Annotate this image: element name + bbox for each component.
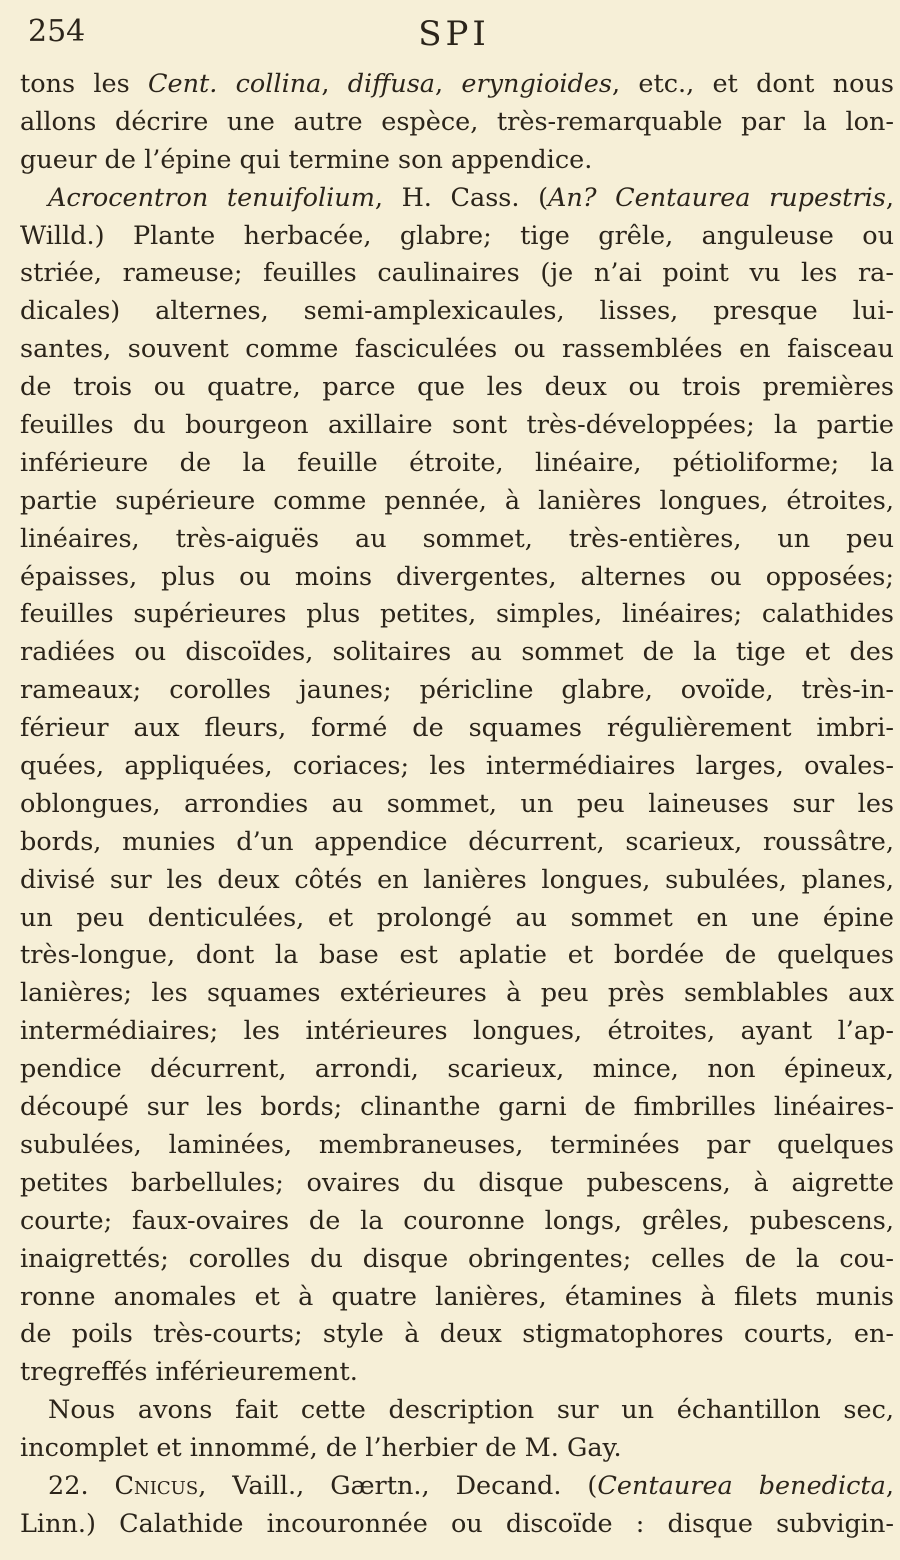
text-line: très-longue, dont la base est aplatie et bordée de quelques — [20, 940, 894, 971]
running-head: SPI — [418, 14, 490, 54]
text-line: Willd.) Plante herbacée, glabre; tige grêle, anguleuse ou — [20, 220, 894, 251]
text-line: incomplet et innommé, de l’herbier de M. Gay. — [20, 1433, 622, 1464]
text-line: lanières; les squames extérieures à peu près semblables aux — [20, 978, 894, 1009]
text-line: Nous avons fait cette description sur un échantillon sec, — [48, 1395, 894, 1426]
text-line: férieur aux fleurs, formé de squames régulièrement imbri- — [20, 713, 894, 744]
text-line: intermédiaires; les intérieures longues, étroites, ayant l’ap- — [20, 1016, 894, 1047]
text-line: Linn.) Calathide incouronnée ou discoïde : disque subvigin- — [20, 1508, 894, 1539]
text-line: pendice décurrent, arrondi, scarieux, mince, non épineux, — [20, 1054, 894, 1085]
text-line: de trois ou quatre, parce que les deux ou trois premières — [20, 372, 894, 403]
text-line: santes, souvent comme fasciculées ou rassemblées en faisceau — [20, 334, 894, 365]
text-line: inférieure de la feuille étroite, linéaire, pétioliforme; la — [20, 447, 894, 478]
text-line: gueur de l’épine qui termine son appendice. — [20, 144, 593, 175]
text-line: épaisses, plus ou moins divergentes, alternes ou opposées; — [20, 561, 894, 592]
text-line: divisé sur les deux côtés en lanières longues, subulées, planes, — [20, 864, 894, 895]
text-line: partie supérieure comme pennée, à lanières longues, étroites, — [20, 485, 894, 516]
text-line: tregreffés inférieurement. — [20, 1357, 358, 1388]
page-header — [28, 12, 880, 62]
text-line: linéaires, très-aiguës au sommet, très-entières, un peu — [20, 523, 894, 554]
text-line: de poils très-courts; style à deux stigmatophores courts, en- — [20, 1319, 894, 1350]
text-line: découpé sur les bords; clinanthe garni de fimbrilles linéaires- — [20, 1092, 894, 1123]
text-line: petites barbellules; ovaires du disque pubescens, à aigrette — [20, 1167, 894, 1198]
text-line: ronne anomales et à quatre lanières, étamines à filets munis — [20, 1281, 894, 1312]
text-line: dicales) alternes, semi-amplexicaules, lisses, presque lui- — [20, 296, 894, 327]
page-number: 254 — [28, 14, 86, 49]
body-text — [20, 66, 894, 1544]
text-line: allons décrire une autre espèce, très-remarquable par la lon- — [20, 106, 894, 137]
text-line: tons les Cent. collina, diffusa, eryngioides, etc., et dont nous — [20, 69, 894, 99]
text-line: radiées ou discoïdes, solitaires au sommet de la tige et des — [20, 637, 894, 668]
text-line: striée, rameuse; feuilles caulinaires (je n’ai point vu les ra- — [20, 258, 894, 289]
text-line: quées, appliquées, coriaces; les intermédiaires larges, ovales- — [20, 751, 894, 782]
text-line: un peu denticulées, et prolongé au sommet en une épine — [20, 902, 894, 933]
text-line: 22. Cnicus, Vaill., Gærtn., Decand. (Centaurea benedicta, — [48, 1470, 894, 1501]
text-line: Acrocentron tenuifolium, H. Cass. (An? Centaurea rupestris, — [48, 182, 894, 213]
text-line: courte; faux-ovaires de la couronne longs, grêles, pubescens, — [20, 1205, 894, 1236]
text-line: feuilles supérieures plus petites, simples, linéaires; calathides — [20, 599, 894, 630]
text-line: oblongues, arrondies au sommet, un peu laineuses sur les — [20, 788, 894, 819]
text-line: inaigrettés; corolles du disque obringentes; celles de la cou- — [20, 1243, 894, 1274]
text-line: bords, munies d’un appendice décurrent, scarieux, roussâtre, — [20, 826, 894, 857]
text-line: rameaux; corolles jaunes; péricline glabre, ovoïde, très-in- — [20, 675, 894, 706]
text-line: subulées, laminées, membraneuses, terminées par quelques — [20, 1129, 894, 1160]
text-line: feuilles du bourgeon axillaire sont très-développées; la partie — [20, 410, 894, 441]
